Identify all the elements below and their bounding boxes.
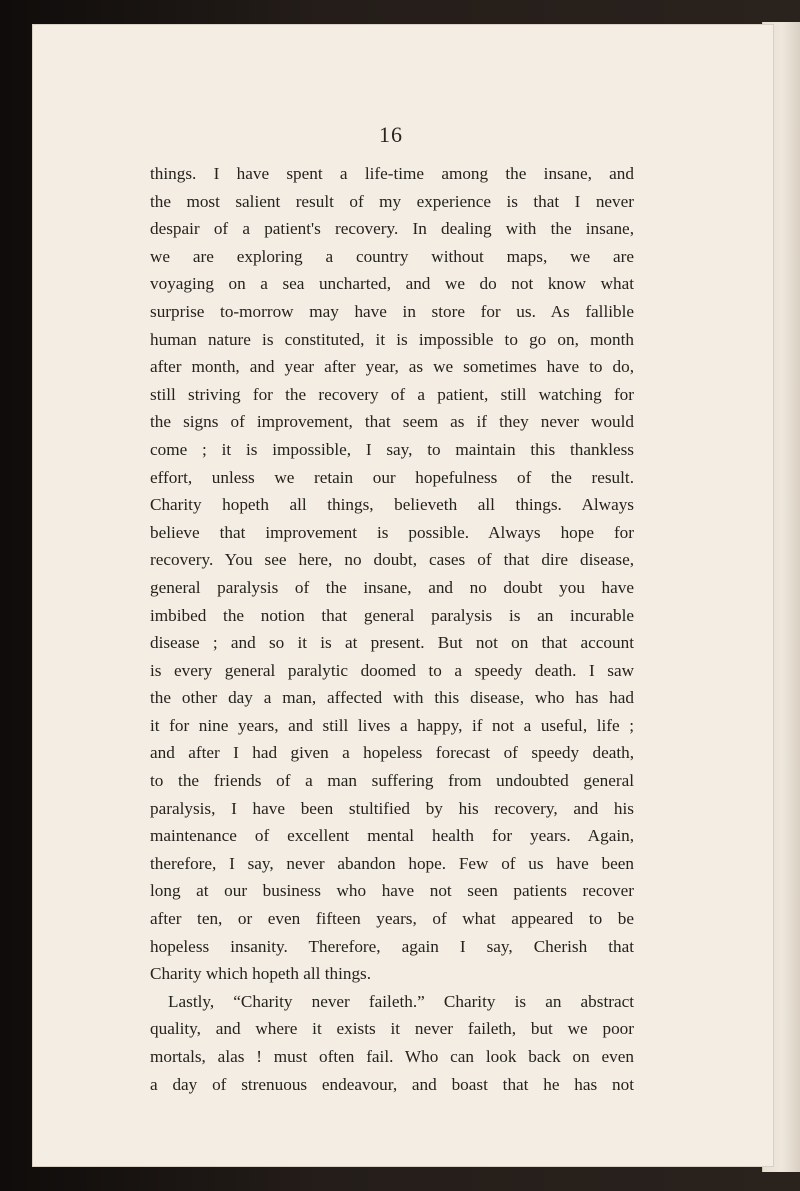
text-line: recovery. You see here, no doubt, cases of that dire disease, — [150, 550, 634, 570]
text-line: voyaging on a sea uncharted, and we do not know what — [150, 274, 634, 294]
text-line: Lastly, “Charity never faileth.” Charity is an abstract — [168, 991, 634, 1011]
text-line: hopeless insanity. Therefore, again I say, Cherish that — [150, 936, 634, 956]
text-line: still striving for the recovery of a patient, still watching for — [150, 384, 634, 404]
text-line: surprise to-morrow may have in store for us. As fallible — [150, 301, 634, 321]
text-line: is every general paralytic doomed to a speedy death. I saw — [150, 660, 634, 680]
body-text — [150, 160, 634, 1098]
text-line: we are exploring a country without maps, we are — [150, 246, 634, 266]
text-line: paralysis, I have been stultified by his recovery, and his — [150, 798, 634, 818]
text-line: after month, and year after year, as we sometimes have to do, — [150, 357, 634, 377]
text-line: general paralysis of the insane, and no doubt you have — [150, 577, 634, 597]
text-line: therefore, I say, never abandon hope. Few of us have been — [150, 853, 634, 873]
text-line: Charity which hopeth all things. — [150, 964, 372, 984]
page-number: 16 — [379, 122, 403, 147]
text-line: maintenance of excellent mental health for years. Again, — [150, 826, 634, 846]
text-line: come ; it is impossible, I say, to maintain this thankless — [150, 439, 634, 459]
text-line: it for nine years, and still lives a happy, if not a useful, life ; — [150, 715, 634, 735]
text-line: the signs of improvement, that seem as if they never would — [150, 412, 634, 432]
text-line: to the friends of a man suffering from undoubted general — [150, 771, 634, 791]
text-line: after ten, or even fifteen years, of what appeared to be — [150, 909, 634, 929]
text-line: Charity hopeth all things, believeth all things. Always — [150, 495, 634, 515]
text-line: disease ; and so it is at present. But not on that account — [150, 633, 634, 653]
text-line: things. I have spent a life-time among the insane, and — [150, 164, 634, 183]
text-line: human nature is constituted, it is impossible to go on, month — [150, 329, 634, 349]
text-line: a day of strenuous endeavour, and boast that he has not — [150, 1074, 634, 1094]
text-line: the most salient result of my experience is that I never — [150, 191, 634, 211]
text-line: imbibed the notion that general paralysis is an incurable — [150, 605, 634, 625]
text-line: believe that improvement is possible. Always hope for — [150, 522, 634, 542]
text-line: and after I had given a hopeless forecast of speedy death, — [150, 743, 634, 763]
text-line: the other day a man, affected with this disease, who has had — [150, 688, 634, 708]
text-line: quality, and where it exists it never faileth, but we poor — [150, 1019, 634, 1039]
text-line: long at our business who have not seen patients recover — [150, 881, 634, 901]
text-line: effort, unless we retain our hopefulness of the result. — [150, 467, 634, 487]
text-line: despair of a patient's recovery. In dealing with the insane, — [150, 219, 634, 239]
text-line: mortals, alas ! must often fail. Who can look back on even — [150, 1047, 634, 1066]
